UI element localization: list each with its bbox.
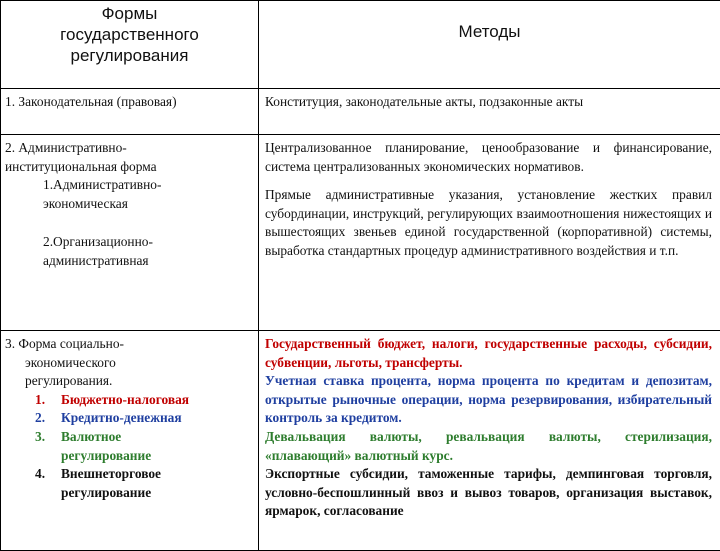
method-budget: Государственный бюджет, налоги, государственные расходы, субсидии, субвенции, льготы, трансферты. [265, 335, 712, 372]
form-administrative [1, 135, 259, 331]
header-forms-line: регулирования [1, 45, 258, 66]
method-legislative-text: Конституция, законодательные акты, подзаконные акты [265, 94, 583, 109]
method-legislative [259, 89, 720, 135]
method-socioeconomic [259, 331, 720, 551]
form-admin-title: институциональная форма [5, 158, 254, 177]
table-row [1, 331, 720, 551]
header-methods [259, 1, 720, 89]
form-admin-sub1: 1.Административно- [5, 176, 254, 195]
method-credit: Учетная ставка процента, норма процента по кредитам и депозитам, открытые рыночные операции, норма резервирования, избирательный контроль за кредитом. [265, 372, 712, 428]
form-admin-sub2: 2.Организационно- [5, 233, 254, 252]
header-forms-line: государственного [1, 24, 258, 45]
form-socio-title: 3. Форма социально- [5, 335, 254, 354]
table-row [1, 135, 720, 331]
method-currency: Девальвация валюты, ревальвация валюты, стерилизация, «плавающий» валютный курс. [265, 428, 712, 465]
list-item: 2. Кредитно-денежная [35, 409, 254, 428]
header-forms [1, 1, 259, 89]
header-forms-line: Формы [1, 3, 258, 24]
form-legislative [1, 89, 259, 135]
header-row [1, 1, 720, 89]
form-socio-title: экономического [5, 354, 254, 373]
form-legislative-label: 1. Законодательная (правовая) [5, 94, 177, 109]
method-admin-organizational: Прямые административные указания, установление жестких правил субординации, инструкций, регулирующих взаимоотношения нижестоящих и вышестоящих звеньев единой государственной (корпоративной) системы, выработка стандартных процедур административного воздействия и т.п. [265, 186, 712, 260]
method-trade: Экспортные субсидии, таможенные тарифы, демпинговая торговля, условно-беспошлинный ввоз и вывоз товаров, организация выставок, ярмарок, согласование [265, 465, 712, 521]
table-row [1, 89, 720, 135]
list-item: 4. Внешнеторговое регулирование [35, 465, 254, 502]
form-socioeconomic [1, 331, 259, 551]
method-admin-economic: Централизованное планирование, ценообразование и финансирование, система централизованных экономических нормативов. [265, 139, 712, 176]
form-admin-sub2: административная [5, 252, 254, 271]
form-admin-title: 2. Административно- [5, 139, 254, 158]
list-item: 3. Валютное регулирование [35, 428, 254, 465]
socio-methods-list [5, 391, 254, 503]
form-socio-title: регулирования. [5, 372, 254, 391]
method-administrative [259, 135, 720, 331]
header-methods-label: Методы [458, 22, 520, 41]
form-admin-sub1: экономическая [5, 195, 254, 214]
list-item: 1. Бюджетно-налоговая [35, 391, 254, 410]
